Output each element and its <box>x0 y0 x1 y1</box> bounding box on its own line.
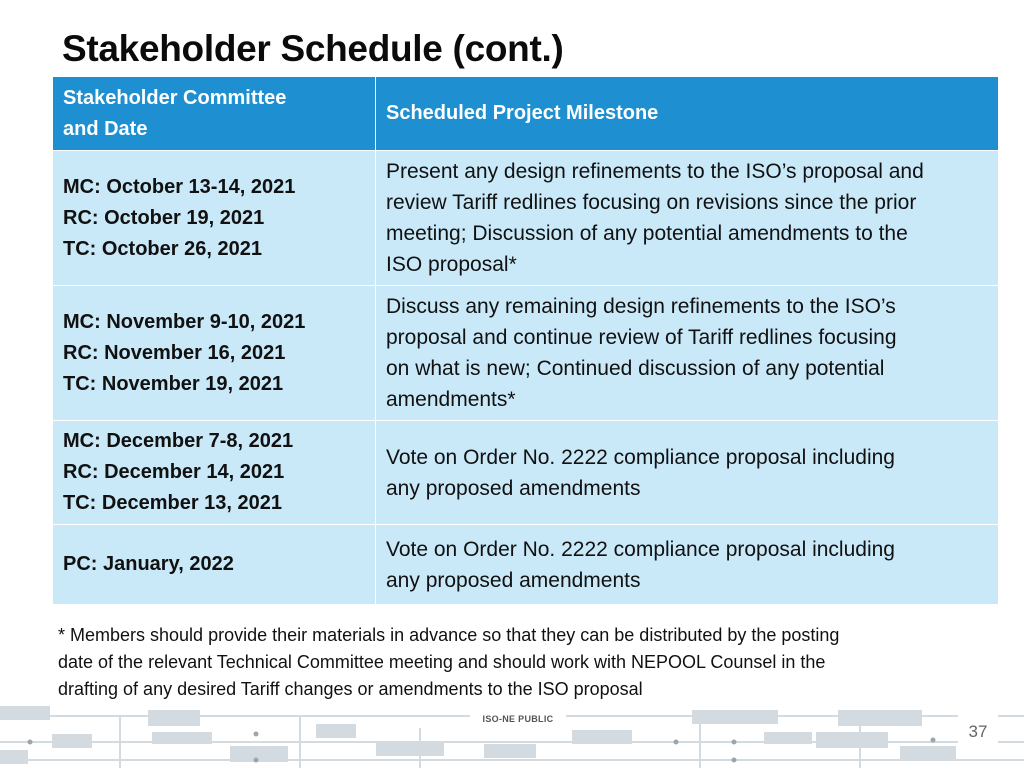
milestone-line: Vote on Order No. 2222 compliance proposal including <box>386 445 895 469</box>
milestone-line: ISO proposal* <box>386 253 517 276</box>
footnote-line: date of the relevant Technical Committee meeting and should work with NEPOOL Counsel in the <box>58 652 826 672</box>
date-line: MC: October 13-14, 2021 <box>63 175 296 198</box>
date-line: TC: December 13, 2021 <box>63 492 283 514</box>
date-line: PC: January, 2022 <box>63 553 234 575</box>
header-committee-date <box>53 77 376 151</box>
date-line: TC: November 19, 2021 <box>63 372 284 395</box>
milestone-line: on what is new; Continued discussion of any potential <box>386 357 885 380</box>
schedule-table <box>52 76 999 605</box>
milestone-line: any proposed amendments <box>386 476 641 500</box>
milestone-line: any proposed amendments <box>386 568 641 592</box>
table-header-row <box>53 77 999 151</box>
slide-footer <box>0 702 1024 768</box>
date-line: TC: October 26, 2021 <box>63 237 262 260</box>
milestone-line: review Tariff redlines focusing on revisions since the prior <box>386 191 917 214</box>
footnote-line: * Members should provide their materials in advance so that they can be distributed by the posting <box>58 625 840 645</box>
footnote-line: drafting of any desired Tariff changes or amendments to the ISO proposal <box>58 679 643 699</box>
milestone-cell <box>376 421 999 525</box>
footnote <box>58 622 988 703</box>
table-row <box>53 421 999 525</box>
committee-dates-cell <box>53 421 376 525</box>
milestone-cell <box>376 151 999 286</box>
milestone-line: Vote on Order No. 2222 compliance proposal including <box>386 537 895 561</box>
table-row <box>53 525 999 605</box>
header-line: Scheduled Project Milestone <box>386 102 659 124</box>
header-line: and Date <box>63 117 148 140</box>
committee-dates-cell <box>53 286 376 421</box>
committee-dates-cell <box>53 151 376 286</box>
milestone-line: Discuss any remaining design refinements to the ISO’s <box>386 295 896 318</box>
classification-label: ISO-NE PUBLIC <box>470 710 566 728</box>
table-row <box>53 286 999 421</box>
date-line: MC: November 9-10, 2021 <box>63 310 306 333</box>
date-line: RC: December 14, 2021 <box>63 461 285 483</box>
date-line: MC: December 7-8, 2021 <box>63 430 294 452</box>
milestone-line: proposal and continue review of Tariff redlines focusing <box>386 326 897 349</box>
milestone-cell <box>376 525 999 605</box>
committee-dates-cell <box>53 525 376 605</box>
date-line: RC: November 16, 2021 <box>63 341 286 364</box>
milestone-cell <box>376 286 999 421</box>
milestone-line: meeting; Discussion of any potential amendments to the <box>386 222 908 245</box>
date-line: RC: October 19, 2021 <box>63 206 265 229</box>
milestone-line: amendments* <box>386 388 516 411</box>
page-number: 37 <box>958 714 998 750</box>
slide-title: Stakeholder Schedule (cont.) <box>62 28 564 69</box>
header-milestone <box>376 77 999 151</box>
header-line: Stakeholder Committee <box>63 86 287 109</box>
milestone-line: Present any design refinements to the ISO’s proposal and <box>386 160 924 183</box>
table-row <box>53 151 999 286</box>
